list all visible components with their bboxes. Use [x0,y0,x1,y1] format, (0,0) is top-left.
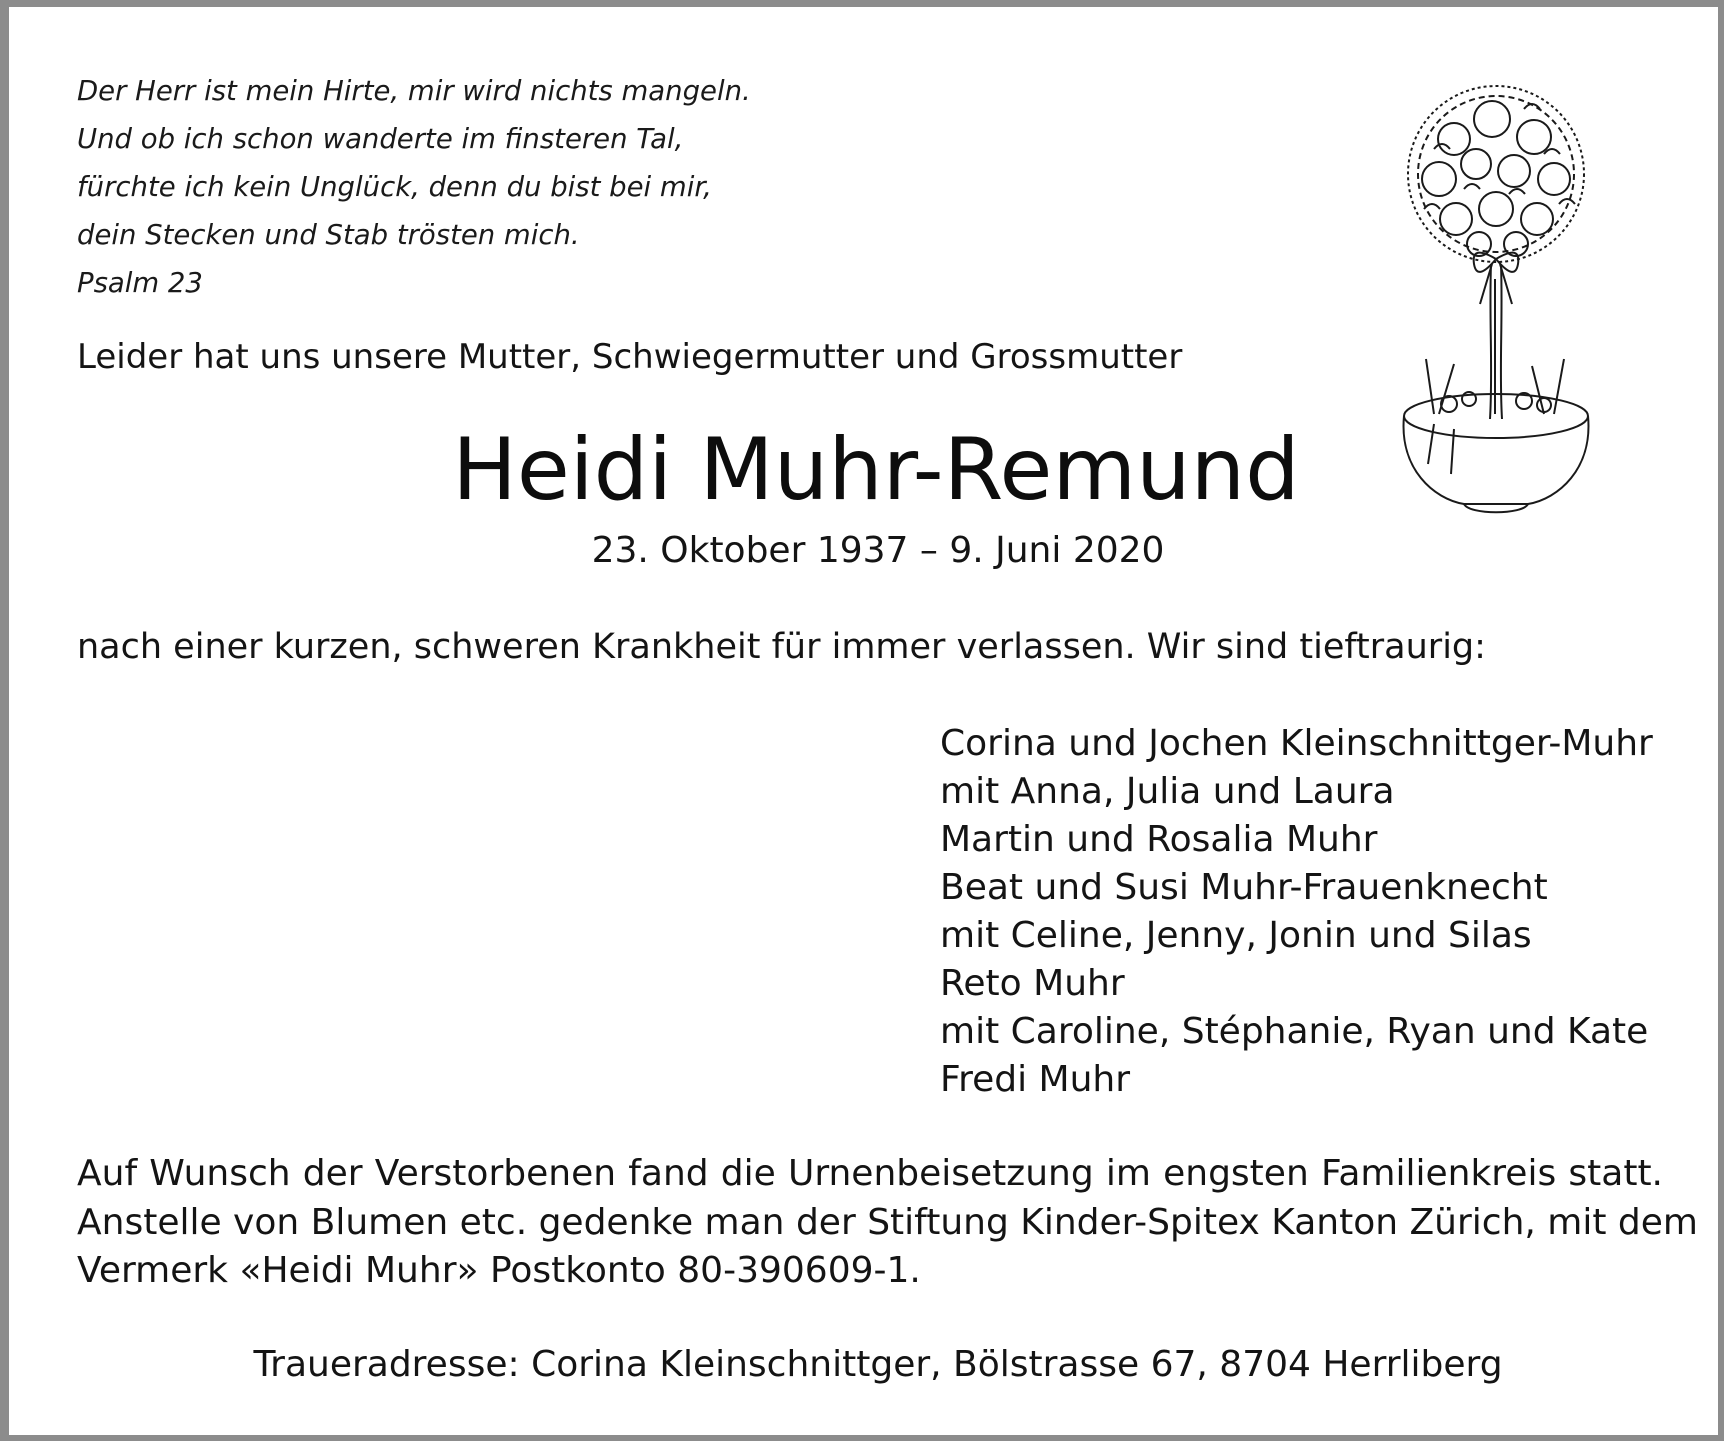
mourner-line: mit Celine, Jenny, Jonin und Silas [940,915,1532,956]
mourner-line: mit Anna, Julia und Laura [940,771,1395,812]
mourner-line: Beat und Susi Muhr-Frauenknecht [940,867,1548,908]
mourner-line: Martin und Rosalia Muhr [940,819,1378,860]
notice-line: Auf Wunsch der Verstorbenen fand die Urnenbeisetzung im engsten Familienkreis statt. [77,1153,1663,1194]
mourner-line: Corina und Jochen Kleinschnittger-Muhr [940,723,1653,764]
mourner-line: Fredi Muhr [940,1059,1131,1100]
psalm-line: Und ob ich schon wanderte im finsteren Tal, [77,123,684,155]
deceased-name: Heidi Muhr-Remund [452,420,1300,520]
psalm-reference: Psalm 23 [77,267,203,299]
farewell-text: nach einer kurzen, schweren Krankheit für immer verlassen. Wir sind tieftraurig: [77,627,1486,667]
mourning-address: Traueradresse: Corina Kleinschnittger, Bölstrasse 67, 8704 Herrliberg [253,1344,1503,1385]
notice-line: Vermerk «Heidi Muhr» Postkonto 80-390609-1. [77,1250,921,1291]
mourner-line: Reto Muhr [940,963,1125,1004]
notice-line: Anstelle von Blumen etc. gedenke man der Stiftung Kinder-Spitex Kanton Zürich, mit dem [77,1201,1698,1243]
mourner-line: mit Caroline, Stéphanie, Ryan und Kate [940,1011,1649,1052]
psalm-line: fürchte ich kein Unglück, denn du bist bei mir, [77,171,712,203]
funeral-notice [77,1150,1698,1296]
psalm-line: dein Stecken und Stab trösten mich. [77,219,580,251]
psalm-quote [77,67,751,307]
psalm-line: Der Herr ist mein Hirte, mir wird nichts mangeln. [77,75,751,107]
life-dates: 23. Oktober 1937 – 9. Juni 2020 [591,530,1165,571]
intro-text: Leider hat uns unsere Mutter, Schwiegermutter und Grossmutter [77,337,1183,377]
mourners-list [940,720,1653,1104]
